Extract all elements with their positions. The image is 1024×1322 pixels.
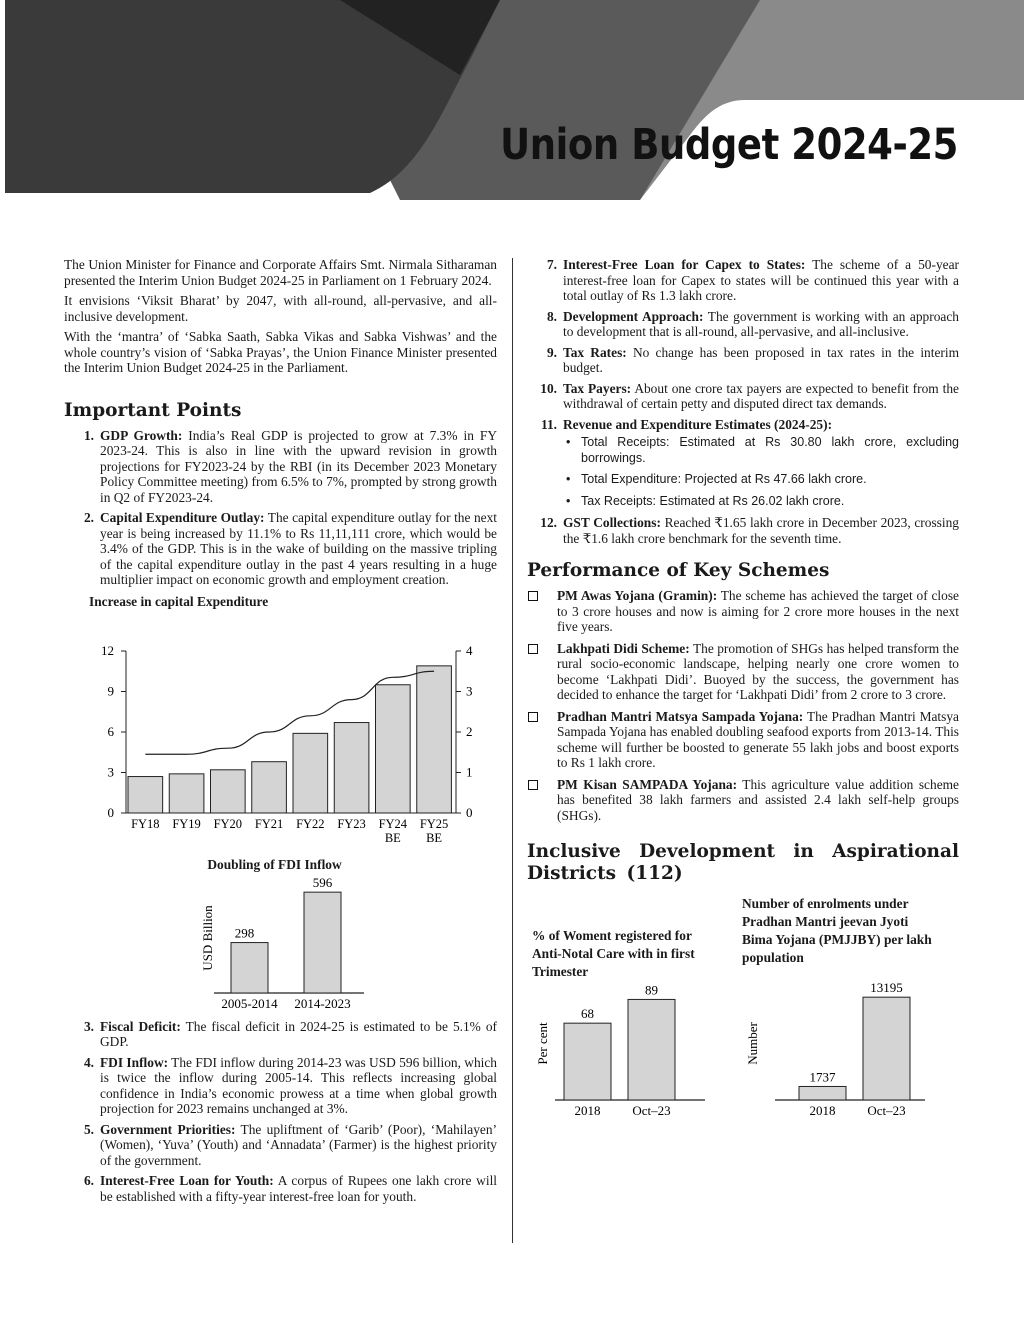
x-tick-label: 2018 <box>809 1103 836 1118</box>
point-item <box>64 1019 497 1050</box>
point-item <box>527 257 959 304</box>
point-text: Reached ₹1.65 lakh crore in December 2023, crossing the ₹1.6 lakh crore benchmark for the seventh time. <box>563 515 959 546</box>
scheme-text: This agriculture value addition scheme has benefited 38 lakh farmers and assisted 2.4 lakh self-help groups (SHGs). <box>557 776 959 823</box>
capex-bar <box>293 733 328 813</box>
point-text: The fiscal deficit in 2024-25 is estimated to be 5.1% of GDP. <box>100 1018 497 1049</box>
point-text: The scheme of a 50-year interest-free loan for Capex to states will be continued this year with a total outlay of Rs 1.3 lakh crore. <box>563 257 959 303</box>
x-tick-label: 2018 <box>574 1103 601 1118</box>
scheme-text: The promotion of SHGs has helped transform the rural socio-economic landscape, helping nearly one crore women to become ‘Lakhpati Didi’. Buoyed by the success, the government has decided to enhance the target for ‘Lakhpati Didi’ from 2 crore to 3 crore. <box>557 640 960 702</box>
capex-bar <box>252 762 287 813</box>
data-bar <box>304 892 341 993</box>
x-tick-label: FY22 <box>296 817 325 831</box>
point-title: Fiscal Deficit: <box>100 1018 181 1034</box>
point-title: Interest-Free Loan for Capex to States: <box>563 257 806 272</box>
capex-bar <box>211 770 246 813</box>
y-axis-label: USD Billion <box>200 904 215 971</box>
capex-bar <box>417 666 452 813</box>
point-item <box>527 417 959 510</box>
scheme-text: The scheme has achieved the target of close to 3 crore houses and now is aiming for 2 crore more houses in the next five years. <box>557 588 959 634</box>
point-title: Capital Expenditure Outlay: <box>100 510 265 525</box>
scheme-title: Pradhan Mantri Matsya Sampada Yojana: <box>557 708 804 724</box>
scheme-item <box>527 588 959 635</box>
point-text: The FDI inflow during 2014-23 was USD 596 billion, which is twice the inflow during 2005-14. This reflects increasing global confidence in India’s economic prowess at a time when global growth projection for 2023 remains unchanged at 3%. <box>100 1054 497 1116</box>
fdi-chart <box>64 873 497 1013</box>
x-tick-label: FY21 <box>254 817 284 831</box>
point-number: 11. <box>541 416 557 432</box>
capex-bar <box>169 774 204 813</box>
intro-paragraph: The Union Minister for Finance and Corporate Affairs Smt. Nirmala Sitharaman presented the Interim Union Budget 2024-25 in Parliament on 1 February 2024. <box>64 257 497 288</box>
y-tick-label: 3 <box>107 764 114 780</box>
data-bar <box>863 997 910 1100</box>
data-bar <box>799 1086 846 1100</box>
point-item <box>64 1173 497 1204</box>
schemes-heading: Performance of Key Schemes <box>527 560 830 581</box>
aspirational-charts <box>527 895 959 1155</box>
point-text: The capital expenditure outlay for the next year is being increased by 11.1% to Rs 11,11,111 crore, which would be 3.4% of the GDP. This is in the wake of building on the massive tripling of the capital expenditure outlay in the past 4 years resulting in a huge multiplier impact on economic growth and employment creation. <box>100 510 497 587</box>
data-label: 68 <box>581 1006 594 1022</box>
x-tick-label: FY23 <box>337 817 366 831</box>
point-item <box>64 1122 497 1169</box>
point-text: India’s Real GDP is projected to grow at 7.3% in FY 2023-24. This is also in line with the upward revision in growth projections for FY2023-24 by the RBI (in its December 2023 Monetary Policy Committee meeting) from 6.5% to 7%, prompted by strong growth in Q2 of FY2023-24. <box>100 427 497 505</box>
y2-tick-label: 2 <box>466 724 473 739</box>
data-bar <box>231 942 268 992</box>
estimate-item: • Total Receipts: Estimated at Rs 30.80 lakh crore, excluding borrowings. <box>563 435 959 466</box>
estimates-list <box>563 435 959 509</box>
point-number: 9. <box>546 344 557 360</box>
point-number: 6. <box>83 1173 94 1188</box>
x-tick-label: FY20 <box>213 817 243 831</box>
x-tick-label: FY25 <box>419 817 449 831</box>
point-item <box>64 428 497 506</box>
pmjjby-title-line: Bima Yojana (PMJJBY) per lakh <box>742 932 932 947</box>
schemes-list <box>527 588 959 823</box>
point-title: GST Collections: <box>563 515 661 530</box>
checkbox-bullet-icon <box>528 644 538 654</box>
x-tick-label: BE <box>384 831 401 845</box>
data-label: 89 <box>645 982 658 998</box>
pmjjby-title-line: Pradhan Mantri jeevan Jyoti <box>742 914 909 929</box>
scheme-item <box>527 709 959 771</box>
left-column <box>64 257 497 1209</box>
points-list <box>64 428 497 588</box>
point-item <box>527 309 959 340</box>
checkbox-bullet-icon <box>528 712 538 722</box>
anc-chart <box>527 977 727 1137</box>
y2-tick-label: 4 <box>466 643 473 658</box>
point-number: 5. <box>83 1121 94 1137</box>
capex-bar <box>376 685 411 813</box>
estimate-item: • Tax Receipts: Estimated at Rs 26.02 lakh crore. <box>563 494 959 510</box>
point-title: Interest-Free Loan for Youth: <box>100 1173 274 1188</box>
y-axis-label: Per cent <box>535 1022 550 1065</box>
capex-bar <box>334 723 369 813</box>
capex-chart-title: Increase in capital Expenditure <box>89 593 269 609</box>
point-number: 10. <box>540 380 557 396</box>
scheme-item <box>527 641 959 703</box>
point-title: Tax Payers: <box>563 380 632 396</box>
data-label: 13195 <box>870 980 903 996</box>
inclusive-heading: Inclusive Development in Aspirational Districts (112) <box>527 841 959 884</box>
x-tick-label: BE <box>426 831 443 845</box>
x-tick-label: FY24 <box>378 817 408 831</box>
point-title: GDP Growth: <box>100 427 183 443</box>
y-axis-label: Number <box>745 1022 760 1065</box>
data-label: 298 <box>234 925 255 941</box>
data-label: 596 <box>312 874 333 890</box>
x-tick-label: 2005-2014 <box>221 995 278 1011</box>
point-item <box>527 381 959 412</box>
x-tick-label: Oct–23 <box>632 1103 671 1118</box>
points-list-right <box>527 257 959 546</box>
data-bar <box>564 1023 611 1100</box>
scheme-title: PM Kisan SAMPADA Yojana: <box>557 776 738 792</box>
fdi-chart-title: Doubling of FDI Inflow <box>207 857 342 872</box>
point-item <box>527 515 959 546</box>
y-tick-label: 0 <box>107 805 114 820</box>
right-column <box>527 257 959 1155</box>
point-item <box>64 1055 497 1117</box>
point-text: A corpus of Rupees one lakh crore will be established with a fifty-year interest-free loan for youth. <box>100 1173 498 1204</box>
x-tick-label: Oct–23 <box>867 1103 906 1118</box>
pmjjby-chart <box>737 977 947 1137</box>
checkbox-bullet-icon <box>528 591 538 601</box>
y-tick-label: 9 <box>107 683 114 699</box>
pmjjby-title-line: Number of enrolments under <box>742 896 909 911</box>
y2-tick-label: 0 <box>466 805 473 820</box>
point-title: Development Approach: <box>563 308 704 324</box>
x-tick-label: 2014-2023 <box>294 995 351 1011</box>
point-number: 7. <box>546 257 557 272</box>
scheme-title: Lakhpati Didi Scheme: <box>557 640 690 656</box>
point-title: Government Priorities: <box>100 1121 236 1137</box>
point-text: The upliftment of ‘Garib’ (Poor), ‘Mahilayen’ (Women), ‘Yuva’ (Youth) and ‘Annadata’ (Farmer) is the highest priority of the government. <box>100 1121 497 1168</box>
point-number: 2. <box>83 510 94 525</box>
point-title: Tax Rates: <box>563 344 627 360</box>
point-title: Revenue and Expenditure Estimates (2024-25): <box>563 416 833 432</box>
intro-paragraph: It envisions ‘Viksit Bharat’ by 2047, with all-round, all-pervasive, and all-inclusive development. <box>64 293 497 324</box>
pmjjby-title-line: population <box>742 950 804 965</box>
point-title: FDI Inflow: <box>100 1054 169 1070</box>
header-banner <box>0 0 1024 200</box>
scheme-item <box>527 777 959 824</box>
data-bar <box>628 999 675 1100</box>
column-divider <box>512 258 513 1243</box>
pmjjby-chart-title <box>742 895 972 967</box>
intro-paragraph: With the ‘mantra’ of ‘Sabka Saath, Sabka Vikas and Sabka Vishwas’ and the whole country’s vision of ‘Sabka Prayas’, the Union Finance Minister presented the Interim Union Budget 2024-25 in the Parliament. <box>64 329 497 375</box>
point-text: About one crore tax payers are expected to benefit from the withdrawal of certain petty and disputed direct tax demands. <box>563 380 959 411</box>
anc-chart-title <box>532 927 732 981</box>
anc-title-line: % of Woment registered for <box>532 928 692 943</box>
point-number: 8. <box>546 308 557 324</box>
y-tick-label: 12 <box>101 643 114 658</box>
point-item <box>527 345 959 376</box>
capex-chart <box>64 613 497 853</box>
x-tick-label: FY19 <box>172 817 201 831</box>
point-item <box>64 510 497 588</box>
page-title: Union Budget 2024-25 <box>500 120 958 170</box>
capex-bar <box>128 777 163 813</box>
x-tick-label: FY18 <box>131 817 160 831</box>
points-list-cont <box>64 1019 497 1205</box>
y-tick-label: 6 <box>107 724 114 739</box>
anc-title-line: Trimester <box>532 964 589 979</box>
y2-tick-label: 3 <box>466 683 473 699</box>
data-label: 1737 <box>809 1069 836 1085</box>
important-points-heading: Important Points <box>64 399 242 421</box>
scheme-text: The Pradhan Mantri Matsya Sampada Yojana has enabled doubling seafood exports from 2013-14. This scheme will further be boosted to generate 55 lakh jobs and boost exports to Rs 1 lakh crore. <box>557 708 959 770</box>
scheme-title: PM Awas Yojana (Gramin): <box>557 588 718 603</box>
checkbox-bullet-icon <box>528 780 538 790</box>
point-text: No change has been proposed in tax rates in the interim budget. <box>563 344 959 375</box>
point-number: 3. <box>83 1018 94 1034</box>
y2-tick-label: 1 <box>466 764 473 780</box>
point-number: 12. <box>540 515 557 530</box>
anc-title-line: Anti-Notal Care with in first <box>532 946 695 961</box>
point-number: 1. <box>83 427 94 443</box>
estimate-item: • Total Expenditure: Projected at Rs 47.66 lakh crore. <box>563 472 959 488</box>
point-text: The government is working with an approach to development that is all-round, all-pervasive, and all-inclusive. <box>563 308 959 339</box>
point-number: 4. <box>83 1054 94 1070</box>
